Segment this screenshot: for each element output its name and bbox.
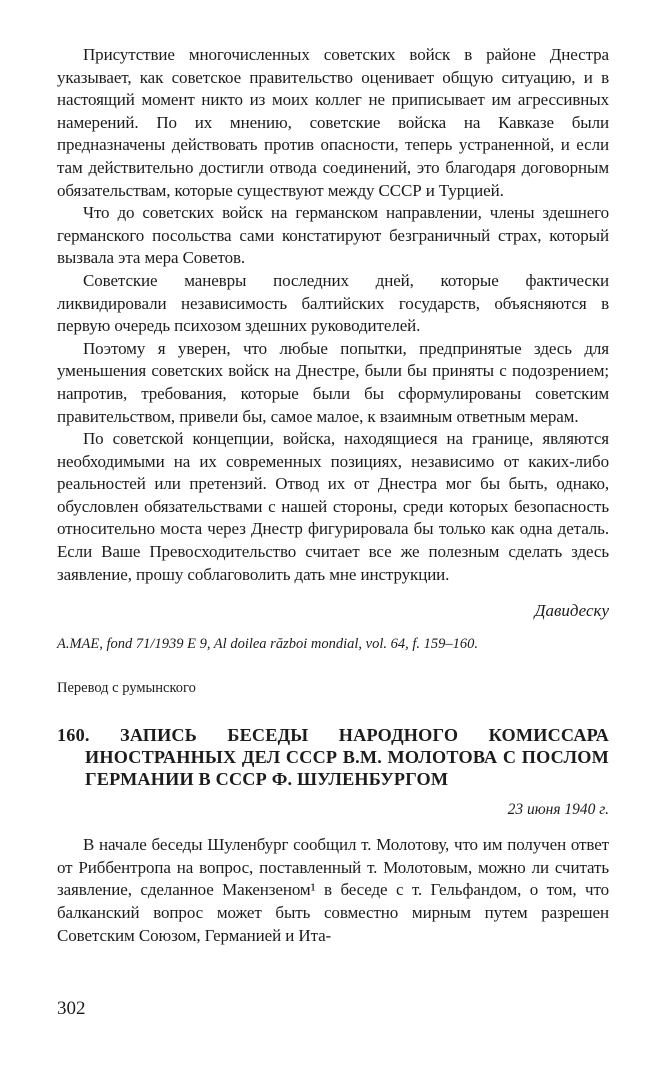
paragraph-german-direction: Что до советских войск на германском направлении, члены здешнего германского посольства сами констатируют безграничный страх, который вызвала эта мера Советов.	[57, 203, 609, 268]
paragraph-soviet-concept: По советской концепции, войска, находящиеся на границе, являются необходимыми на их современных позициях, независимо от каких-либо реальностей или претензий. Отвод их от Днестра мог бы быть, однако, обусловлен обязательствами с нашей стороны, среди которых безопасность относительно моста через Днестр фигурировала бы только как одна деталь. Если Ваше Превосходительство считает все же полезным сделать здесь заявление, прошу соблаговолить дать мне инструкции.	[57, 429, 609, 584]
document-heading: 160. ЗАПИСЬ БЕСЕДЫ НАРОДНОГО КОМИССАРА ИНОСТРАННЫХ ДЕЛ СССР В.М. МОЛОТОВА С ПОСЛОМ ГЕРМАНИИ В СССР Ф. ШУЛЕНБУРГОМ	[57, 725, 609, 790]
page-number: 302	[57, 998, 86, 1019]
paragraph-reduction-attempts: Поэтому я уверен, что любые попытки, предпринятые здесь для уменьшения советских войск на Днестре, были бы приняты с подозрением; напротив, требования, которые были бы сформулированы советским правительством, привели бы, самое малое, к взаимным ответным мерам.	[57, 338, 609, 426]
paragraph-baltic-maneuvers: Советские маневры последних дней, которые фактически ликвидировали независимость балтийских государств, объясняются в первую очередь психозом здешних руководителей.	[57, 270, 609, 336]
translation-note: Перевод с румынского	[57, 680, 196, 697]
paragraph-dniester-troops: Присутствие многочисленных советских войск в районе Днестра указывает, как советское правительство оценивает общую ситуацию, и в настоящий момент никто из моих коллег не приписывает им агрессивных намерений. По их мнению, советские войска на Кавказе были предназначены действовать против опасности, теперь устраненной, и если там действительно достигли отвода соединений, это благодаря договорным обязательствам, которые существуют между СССР и Турцией.	[57, 45, 609, 200]
signature-davidescu: Давидеску	[534, 601, 609, 621]
text-body	[57, 44, 609, 947]
archive-source-reference: A.MAE, fond 71/1939 E 9, Al doilea război mondial, vol. 64, f. 159–160.	[57, 636, 479, 653]
document-date: 23 июня 1940 г.	[507, 801, 609, 819]
paragraph-conversation-start: В начале беседы Шуленбург сообщил т. Молотову, что им получен ответ от Риббентропа на вопрос, поставленный т. Молотовым, можно ли считать заявление, сделанное Макензеном¹ в беседе с т. Гельфандом, о том, что балканский вопрос может быть совместно мирным путем разрешен Советским Союзом, Германией и Ита-	[57, 835, 609, 945]
